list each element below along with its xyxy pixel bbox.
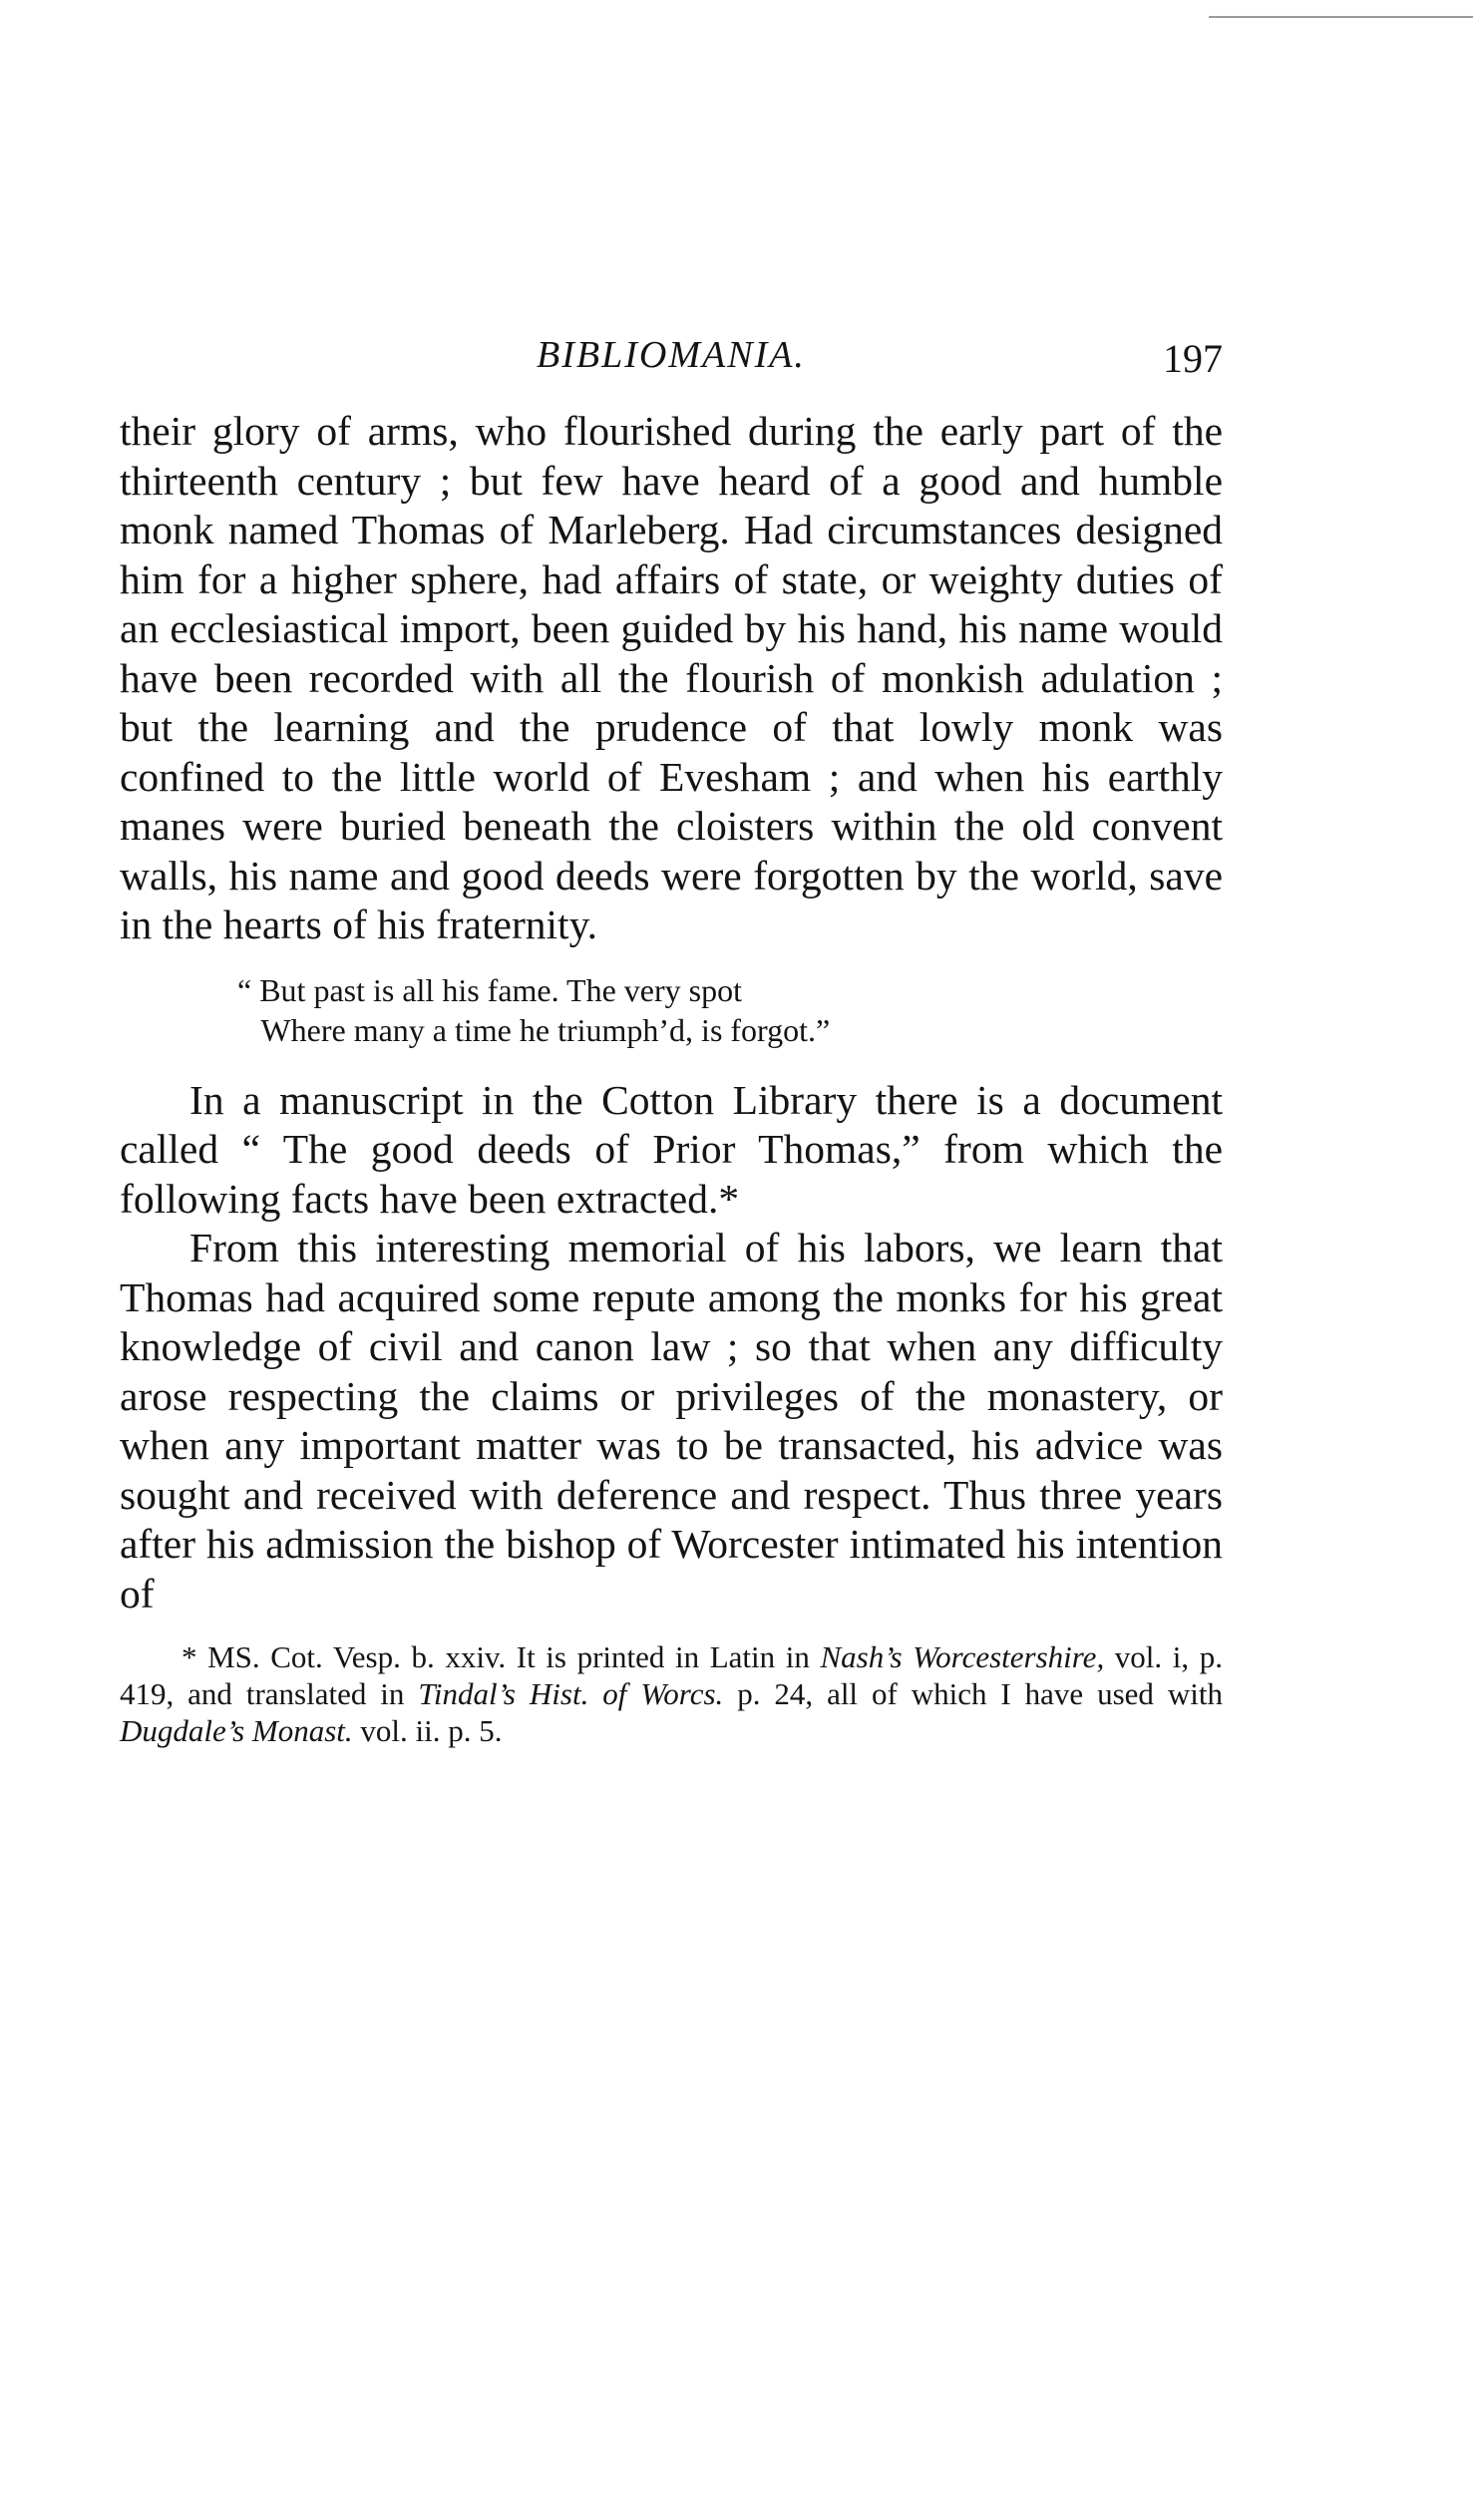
paragraph-2: In a manuscript in the Cotton Library there is a document called “ The good deeds of Prior Thomas,” from which the following facts have been extracted.*	[120, 1076, 1223, 1222]
footnote-italic-3: Dugdale’s Monast.	[120, 1713, 353, 1748]
footnote-italic-2: Tindal’s Hist. of Worcs.	[418, 1676, 724, 1711]
footnote-text-1: * MS. Cot. Vesp. b. xxiv. It is printed in Latin in	[182, 1639, 821, 1674]
footnote-text-4: vol. ii. p. 5.	[352, 1713, 503, 1748]
page-edge-rule	[1209, 16, 1473, 18]
paragraph-1: their glory of arms, who flourished during the early part of the thirteenth century ; but few have heard of a good and humble monk named Thomas of Marleberg. Had circumstances designed him for a higher sphere, had affairs of state, or weighty duties of an ecclesiastical import, been guided by his hand, his name would have been recorded with all the flourish of monkish adulation ; but the learning and the prudence of that lowly monk was confined to the little world of Evesham ; and when his earthly manes were buried beneath the cloisters within the old convent walls, his name and good deeds were forgotten by the world, save in the hearts of his fraternity.	[120, 408, 1223, 947]
footnote	[120, 1638, 1223, 1749]
quote-line-1: “ But past is all his fame. The very spot	[237, 971, 742, 1008]
footnote-text-2: vol. i, p. 419, and translated in	[120, 1639, 1223, 1711]
running-title: BIBLIOMANIA.	[537, 334, 806, 376]
page-header	[120, 329, 1223, 381]
paragraph-3: From this interesting memorial of his labors, we learn that Thomas had acquired some repute among the monks for his great knowledge of civil and canon law ; so that when any difficulty arose respecting the claims or privileges of the monastery, or when any important matter was to be transacted, his advice was sought and received with deference and respect. Thus three years after his admission the bishop of Worcester intimated his intention of	[120, 1225, 1223, 1617]
body-text	[120, 407, 1223, 1749]
quote-line-2: Where many a time he triumph’d, is forgot.”	[237, 1011, 831, 1048]
footnote-text-3: p. 24, all of which I have used with	[723, 1676, 1223, 1711]
verse-quotation	[120, 970, 1223, 1050]
page-number: 197	[1163, 336, 1223, 381]
footnote-italic-1: Nash’s Worcestershire,	[820, 1639, 1105, 1674]
